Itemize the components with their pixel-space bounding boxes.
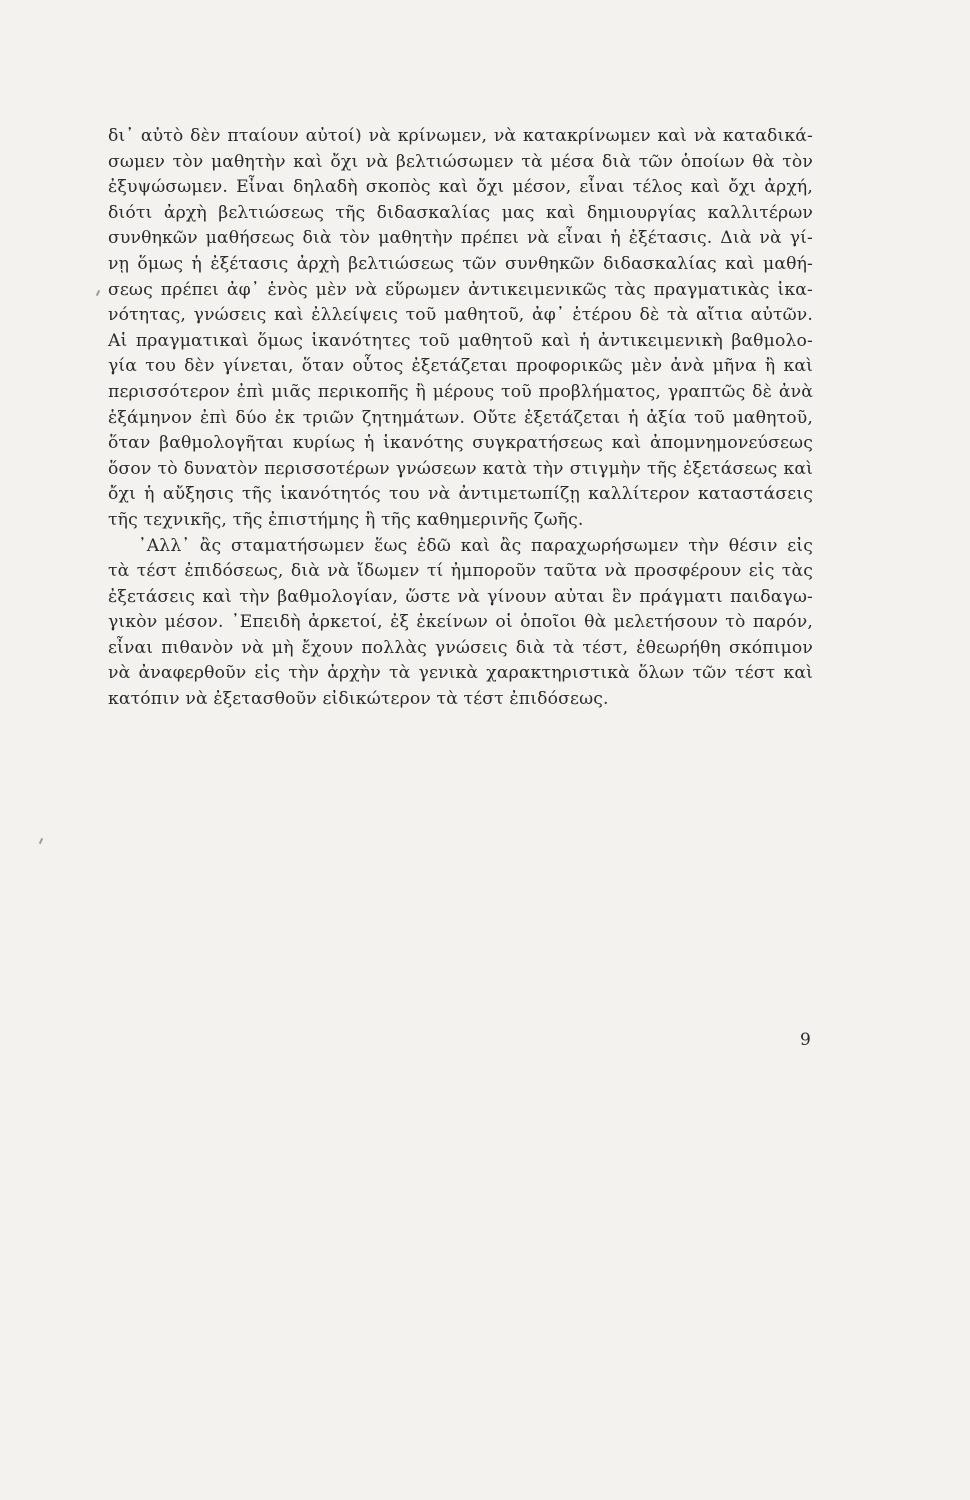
text-line: ἐξετάσεις καὶ τὴν βαθμολογίαν, ὥστε νὰ γίνουν αὐται ἓν πράγματι παιδαγω-: [108, 586, 813, 607]
body-text: [108, 124, 813, 713]
scan-speck: [96, 290, 100, 296]
scan-speck: [39, 838, 43, 844]
text-line: νῃ ὅμως ἡ ἐξέτασις ἀρχὴ βελτιώσεως τῶν συνθηκῶν διδασκαλίας καὶ μαθή-: [108, 253, 813, 274]
text-line: σεως πρέπει ἀφ᾽ ἑνὸς μὲν νὰ εὕρωμεν ἀντικειμενικῶς τὰς πραγματικὰς ἱκα-: [108, 279, 813, 300]
text-line: σωμεν τὸν μαθητὴν καὶ ὄχι νὰ βελτιώσωμεν τὰ μέσα διὰ τῶν ὁποίων θὰ τὸν: [108, 151, 813, 172]
paragraph-2: [108, 534, 813, 713]
text-line: εἶναι πιθανὸν νὰ μὴ ἔχουν πολλὰς γνώσεις διὰ τὰ τέστ, ἐθεωρήθη σκόπιμον: [108, 637, 813, 658]
text-line: νότητας, γνώσεις καὶ ἐλλείψεις τοῦ μαθητοῦ, ἀφ᾽ ἑτέρου δὲ τὰ αἴτια αὐτῶν.: [108, 305, 813, 326]
text-line: τῆς τεχνικῆς, τῆς ἐπιστήμης ἢ τῆς καθημερινῆς ζωῆς.: [108, 509, 584, 530]
text-line: νὰ ἀναφερθοῦν εἰς τὴν ἀρχὴν τὰ γενικὰ χαρακτηριστικὰ ὅλων τῶν τέστ καὶ: [108, 663, 813, 684]
text-line: κατόπιν νὰ ἐξετασθοῦν εἰδικώτερον τὰ τέστ ἐπιδόσεως.: [108, 689, 609, 710]
text-line: τὰ τέστ ἐπιδόσεως, διὰ νὰ ἴδωμεν τί ἠμποροῦν ταῦτα νὰ προσφέρουν εἰς τὰς: [108, 561, 813, 582]
text-line: ὅταν βαθμολογῆται κυρίως ἡ ἱκανότης συγκρατήσεως καὶ ἀπομνημονεύσεως: [108, 433, 813, 454]
text-line: δι᾽ αὐτὸ δὲν πταίουν αὐτοί) νὰ κρίνωμεν, νὰ κατακρίνωμεν καὶ νὰ καταδικά-: [108, 126, 813, 146]
text-line: ὄχι ἡ αὔξησις τῆς ἱκανότητός του νὰ ἀντιμετωπίζῃ καλλίτερον καταστάσεις: [108, 484, 813, 505]
text-line: ἑξάμηνον ἐπὶ δύο ἐκ τριῶν ζητημάτων. Οὔτε ἐξετάζεται ἡ ἀξία τοῦ μαθητοῦ,: [108, 407, 813, 428]
text-line: γικὸν μέσον. ᾽Επειδὴ ἀρκετοί, ἐξ ἐκείνων οἱ ὁποῖοι θὰ μελετήσουν τὸ παρόν,: [108, 612, 813, 633]
text-line: ἐξυψώσωμεν. Εἶναι δηλαδὴ σκοπὸς καὶ ὄχι μέσον, εἶναι τέλος καὶ ὄχι ἀρχή,: [108, 177, 813, 198]
text-line: Αἱ πραγματικαὶ ὅμως ἱκανότητες τοῦ μαθητοῦ καὶ ἡ ἀντικειμενικὴ βαθμολο-: [108, 330, 813, 351]
text-line: ὅσον τὸ δυνατὸν περισσοτέρων γνώσεων κατὰ τὴν στιγμὴν τῆς ἐξετάσεως καὶ: [108, 458, 813, 479]
paragraph-1: [108, 124, 813, 534]
text-line: περισσότερον ἐπὶ μιᾶς περικοπῆς ἢ μέρους τοῦ προβλήματος, γραπτῶς δὲ ἀνὰ: [108, 381, 813, 402]
text-line: ᾽Αλλ᾽ ἂς σταματήσωμεν ἕως ἐδῶ καὶ ἂς παραχωρήσωμεν τὴν θέσιν εἰς: [138, 535, 813, 556]
text-line: συνθηκῶν μαθήσεως διὰ τὸν μαθητὴν πρέπει νὰ εἶναι ἡ ἐξέτασις. Διὰ νὰ γί-: [108, 228, 813, 249]
page-number: 9: [800, 1030, 811, 1050]
text-line: γία του δὲν γίνεται, ὅταν οὗτος ἐξετάζεται προφορικῶς μὲν ἀνὰ μῆνα ἢ καὶ: [108, 356, 813, 377]
text-line: διότι ἀρχὴ βελτιώσεως τῆς διδασκαλίας μας καὶ δημιουργίας καλλιτέρων: [108, 202, 813, 223]
